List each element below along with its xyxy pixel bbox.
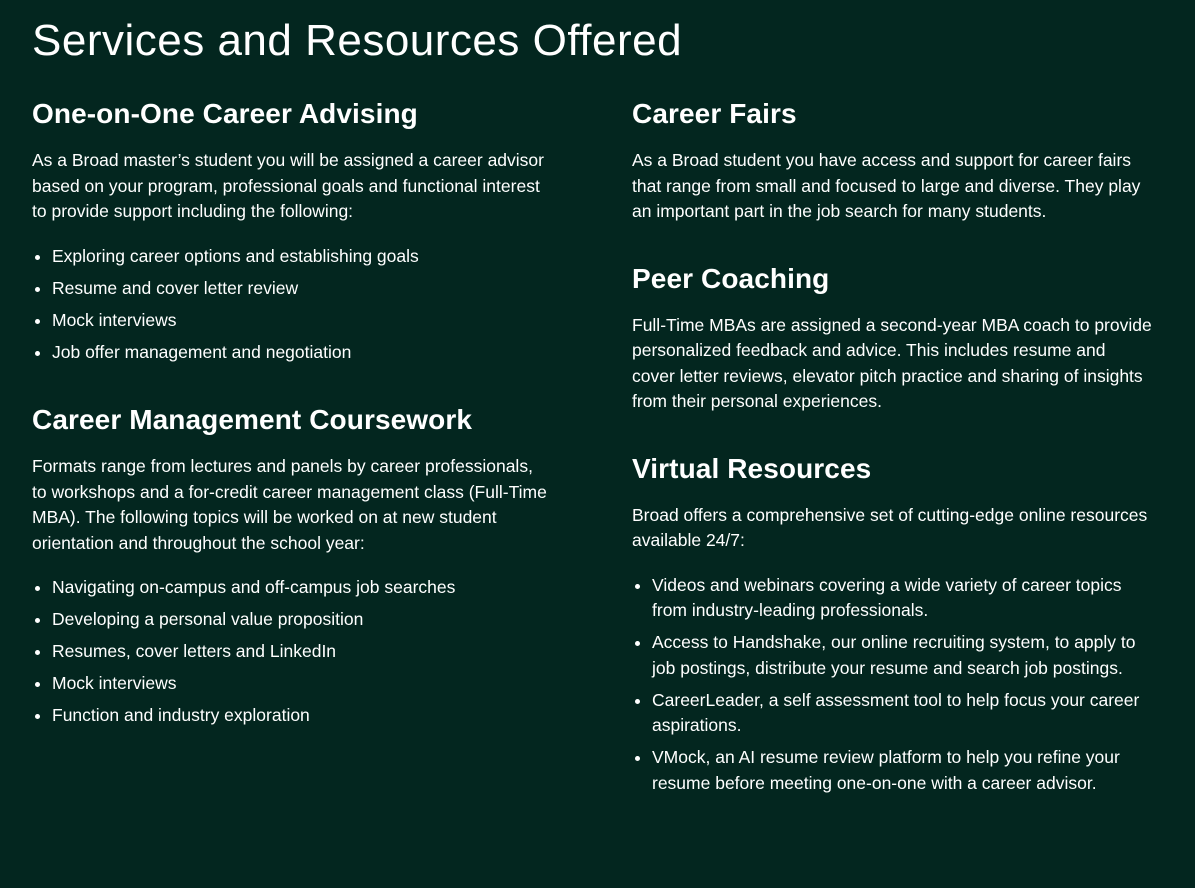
section-body-virtual-resources: Broad offers a comprehensive set of cutting-edge online resources available 24/7: <box>632 504 1148 550</box>
list-item: Access to Handshake, our online recruiting system, to apply to job postings, distribute your resume and search job postings. <box>632 630 1152 681</box>
section-virtual-resources <box>632 451 1152 797</box>
section-heading-peer-coaching: Peer Coaching <box>632 262 830 294</box>
list-item: Navigating on-campus and off-campus job searches <box>32 575 552 601</box>
list-item: Mock interviews <box>32 671 552 697</box>
list-item: Videos and webinars covering a wide variety of career topics from industry-leading professionals. <box>632 573 1152 624</box>
section-body-peer-coaching: Full-Time MBAs are assigned a second-year MBA coach to provide personalized feedback and advice. This includes resume and cover letter reviews, elevator pitch practice and sharing of insights from their personal experiences. <box>632 314 1152 411</box>
list-item: Function and industry exploration <box>32 703 552 729</box>
list-item: Developing a personal value proposition <box>32 607 552 633</box>
virtual-resources-list <box>632 573 1152 797</box>
list-item: VMock, an AI resume review platform to help you refine your resume before meeting one-on-one with a career advisor. <box>632 745 1152 796</box>
section-heading-virtual-resources: Virtual Resources <box>632 452 872 484</box>
section-body-career-coursework: Formats range from lectures and panels by career professionals, to workshops and a for-credit career management class (Full-Time MBA). The following topics will be worked on at new student orientation and throughout the school year: <box>32 456 547 553</box>
section-body-career-advising: As a Broad master’s student you will be assigned a career advisor based on your program, professional goals and functional interest to provide support including the following: <box>32 150 544 221</box>
section-peer-coaching <box>632 261 1152 415</box>
list-item: CareerLeader, a self assessment tool to help focus your career aspirations. <box>632 688 1152 739</box>
section-body-career-fairs: As a Broad student you have access and support for career fairs that range from small and focused to large and diverse. They play an important part in the job search for many students. <box>632 150 1141 221</box>
section-career-fairs <box>632 96 1152 225</box>
section-career-coursework <box>32 402 552 729</box>
list-item: Resumes, cover letters and LinkedIn <box>32 639 552 665</box>
list-item: Exploring career options and establishing goals <box>32 244 552 270</box>
page-title: Services and Resources Offered <box>32 16 683 65</box>
section-career-advising <box>32 96 552 365</box>
section-heading-career-advising: One-on-One Career Advising <box>32 98 418 129</box>
list-item: Job offer management and negotiation <box>32 340 552 366</box>
list-item: Resume and cover letter review <box>32 276 552 302</box>
right-column <box>632 96 1152 803</box>
list-item: Mock interviews <box>32 308 552 334</box>
advising-list <box>32 244 552 366</box>
coursework-list <box>32 575 552 729</box>
section-heading-career-coursework: Career Management Coursework <box>32 404 473 435</box>
section-heading-career-fairs: Career Fairs <box>632 98 797 129</box>
left-column <box>32 96 552 735</box>
